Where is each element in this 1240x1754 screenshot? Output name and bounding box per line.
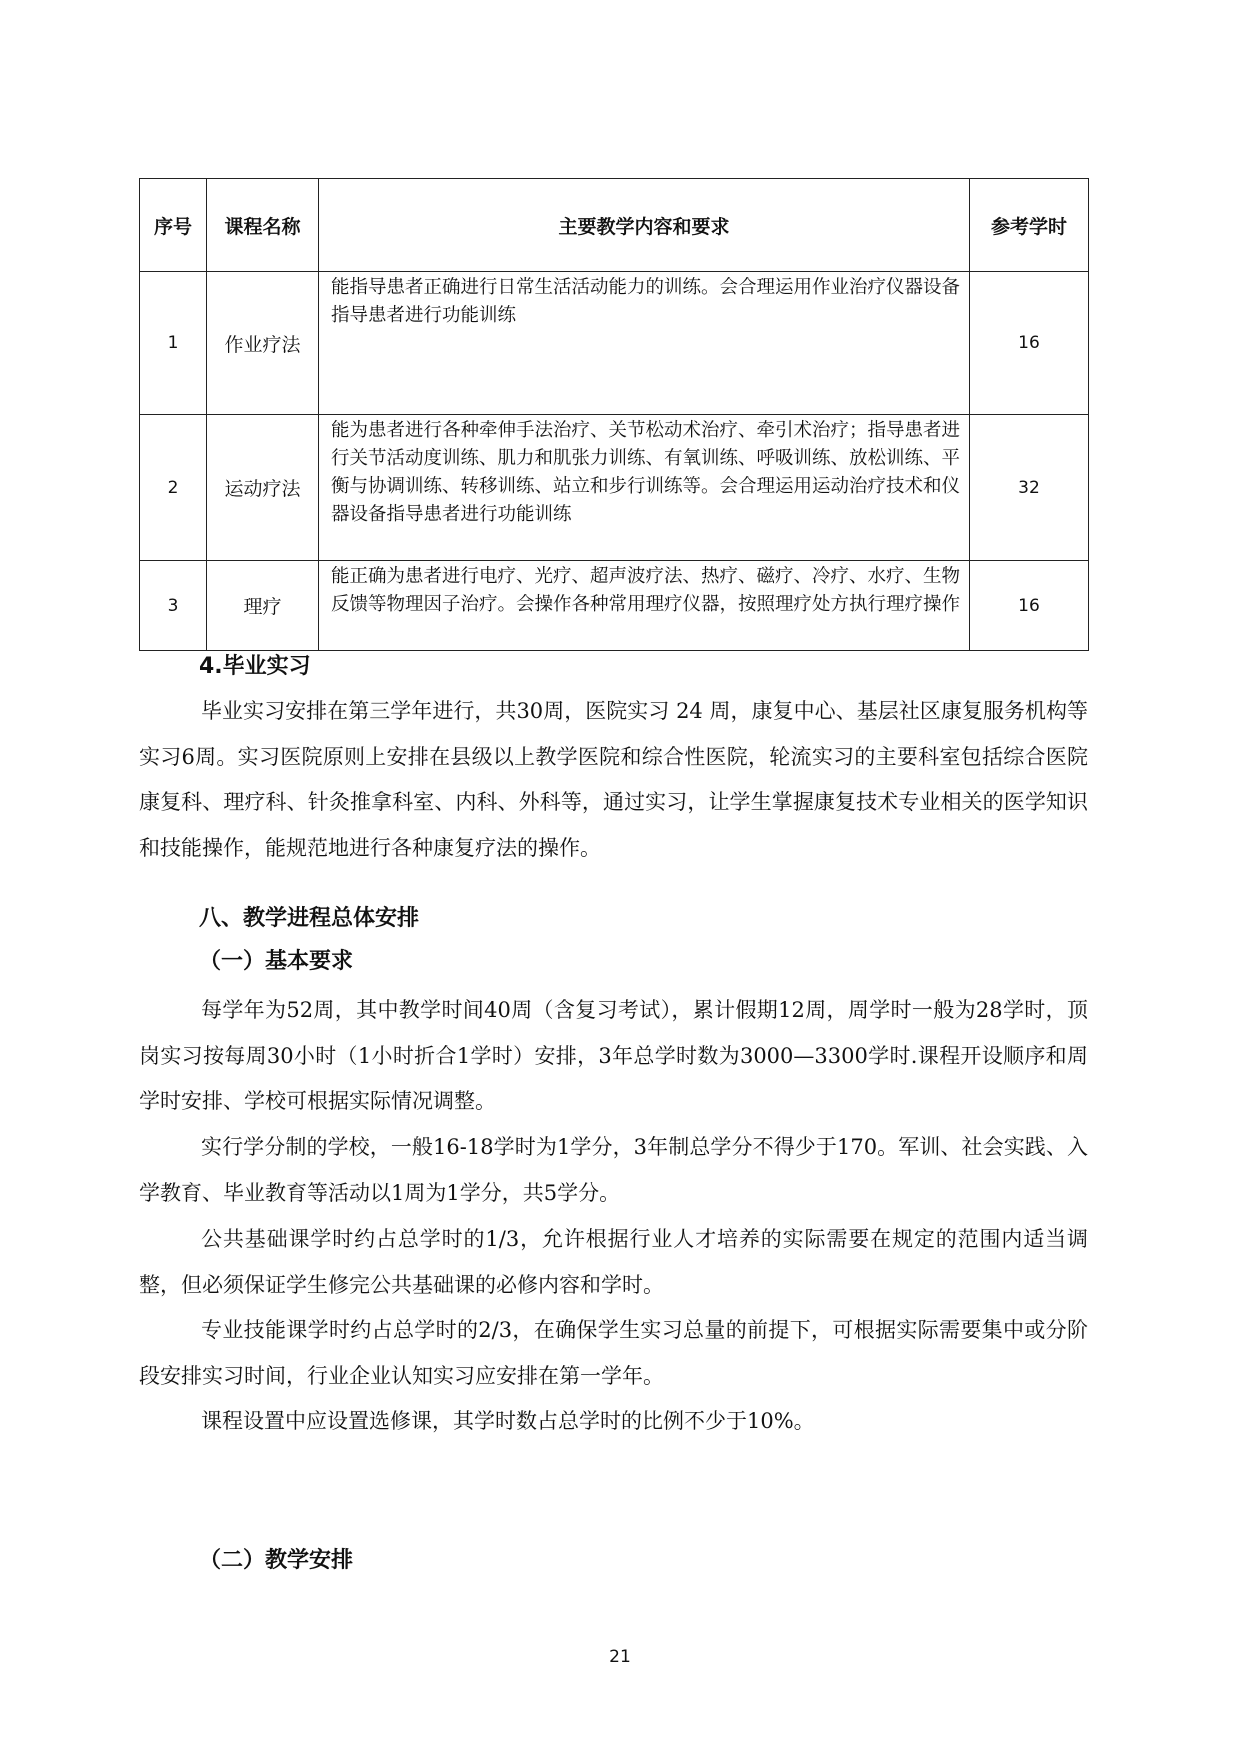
- curriculum-table: [139, 178, 1089, 651]
- requirement-paragraph: 实行学分制的学校，一般16-18学时为1学分，3年制总学分不得少于170。军训、社会实践、入学教育、毕业教育等活动以1周为1学分，共5学分。: [139, 1135, 1088, 1205]
- table-row: [140, 272, 1089, 415]
- section-heading: 八、教学进程总体安排: [199, 906, 420, 931]
- row-no: 2: [140, 415, 207, 561]
- row-content: 能为患者进行各种牵伸手法治疗、关节松动术治疗、牵引术治疗；指导患者进行关节活动度训练、肌力和肌张力训练、有氧训练、呼吸训练、放松训练、平衡与协调训练、转移训练、站立和步行训练等。会合理运用运动治疗技术和仪器设备指导患者进行功能训练: [319, 415, 970, 561]
- header-hours: 参考学时: [970, 179, 1089, 272]
- header-no: 序号: [140, 179, 207, 272]
- header-content: 主要教学内容和要求: [319, 179, 970, 272]
- table-header-row: [140, 179, 1089, 272]
- row-course-name: 运动疗法: [207, 415, 319, 561]
- subsection-heading: （二）教学安排: [199, 1548, 354, 1573]
- table-row: [140, 561, 1089, 651]
- row-no: 1: [140, 272, 207, 415]
- row-hours: 16: [970, 272, 1089, 415]
- internship-heading: 4.毕业实习: [199, 654, 311, 679]
- requirement-paragraph: 公共基础课学时约占总学时的1/3，允许根据行业人才培养的实际需要在规定的范围内适当调整，但必须保证学生修完公共基础课的必修内容和学时。: [139, 1227, 1088, 1297]
- internship-paragraph: 毕业实习安排在第三学年进行，共30周，医院实习 24 周，康复中心、基层社区康复服务机构等实习6周。实习医院原则上安排在县级以上教学医院和综合性医院，轮流实习的主要科室包括综合医院康复科、理疗科、针灸推拿科室、内科、外科等，通过实习，让学生掌握康复技术专业相关的医学知识和技能操作，能规范地进行各种康复疗法的操作。: [139, 699, 1088, 860]
- requirement-paragraph: 课程设置中应设置选修课，其学时数占总学时的比例不少于10%。: [201, 1409, 815, 1433]
- page-number: 21: [609, 1647, 631, 1667]
- row-content: 能正确为患者进行电疗、光疗、超声波疗法、热疗、磁疗、冷疗、水疗、生物反馈等物理因子治疗。会操作各种常用理疗仪器，按照理疗处方执行理疗操作: [319, 561, 970, 651]
- requirement-paragraph: 每学年为52周，其中教学时间40周（含复习考试），累计假期12周，周学时一般为28学时，顶岗实习按每周30小时（1小时折合1学时）安排，3年总学时数为3000—3300学时.课程开设顺序和周学时安排、学校可根据实际情况调整。: [139, 998, 1088, 1113]
- subsection-heading: （一）基本要求: [199, 949, 354, 974]
- header-course-name: 课程名称: [207, 179, 319, 272]
- row-hours: 32: [970, 415, 1089, 561]
- row-no: 3: [140, 561, 207, 651]
- row-content: 能指导患者正确进行日常生活活动能力的训练。会合理运用作业治疗仪器设备指导患者进行功能训练: [319, 272, 970, 415]
- row-course-name: 理疗: [207, 561, 319, 651]
- requirement-paragraph: 专业技能课学时约占总学时的2/3，在确保学生实习总量的前提下，可根据实际需要集中或分阶段安排实习时间，行业企业认知实习应安排在第一学年。: [139, 1318, 1088, 1388]
- row-course-name: 作业疗法: [207, 272, 319, 415]
- row-hours: 16: [970, 561, 1089, 651]
- table-row: [140, 415, 1089, 561]
